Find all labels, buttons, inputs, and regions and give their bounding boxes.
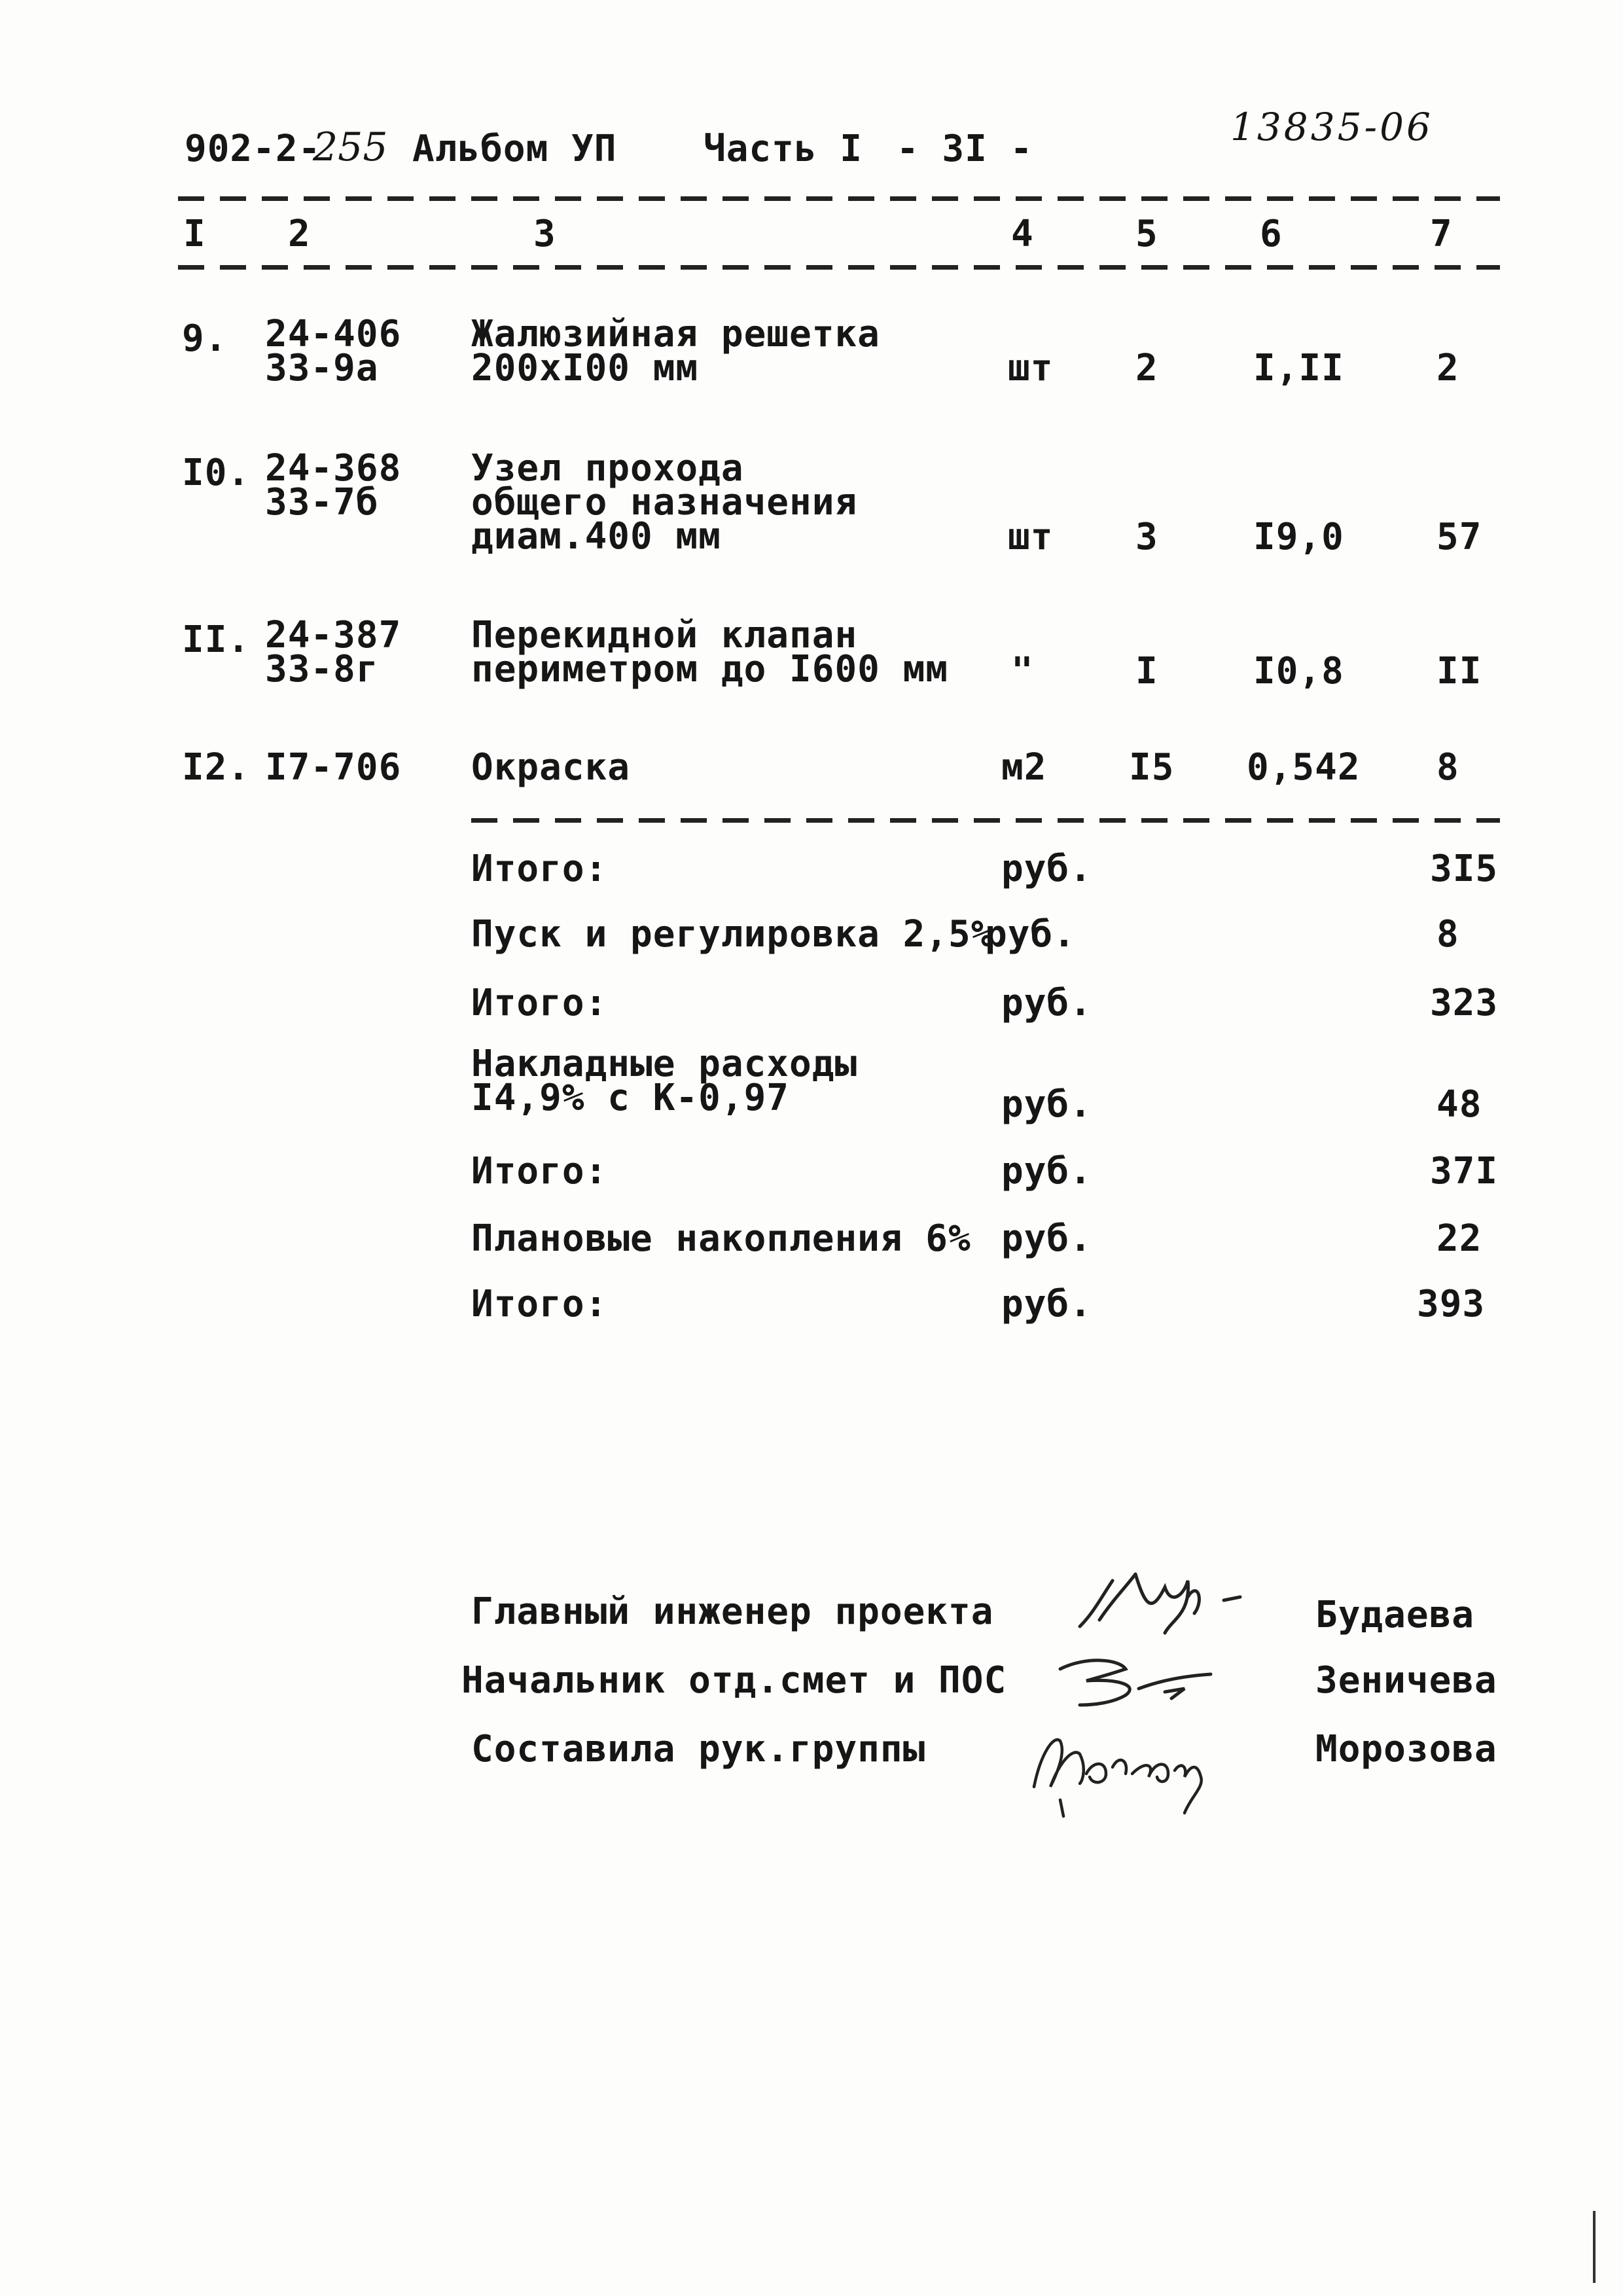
- row-code: 24-406 33-9а: [265, 313, 402, 389]
- row-unit: шт: [1008, 347, 1054, 389]
- col-header-1: I: [183, 213, 206, 255]
- signature-role: Составила рук.группы: [471, 1728, 926, 1770]
- signature-name: Морозова: [1315, 1728, 1497, 1770]
- signature-2-handwriting: [1047, 1643, 1243, 1715]
- row-unit: м2: [1001, 746, 1047, 789]
- row-code: 24-387 33-8г: [265, 614, 402, 691]
- row-unit: шт: [1008, 516, 1054, 558]
- summary-unit: руб.: [1001, 848, 1092, 890]
- scan-edge-mark: [1593, 2211, 1596, 2283]
- row-number: II.: [182, 619, 251, 661]
- summary-value: 323: [1430, 982, 1499, 1024]
- row-quantity: I: [1135, 650, 1158, 692]
- summary-label: Итого:: [471, 848, 608, 890]
- row-total: II: [1436, 650, 1482, 692]
- part-label: Часть I: [704, 128, 863, 170]
- row-price: I9,0: [1253, 516, 1344, 558]
- col-header-2: 2: [288, 213, 311, 255]
- summary-unit: руб.: [1001, 982, 1092, 1024]
- row-description: Узел прохода общего назначения диам.400 мм: [471, 447, 858, 558]
- summary-value: 393: [1417, 1283, 1486, 1325]
- row-description: Жалюзийная решетка 200хI00 мм: [471, 313, 880, 389]
- row-description: Перекидной клапан периметром до I600 мм: [471, 614, 949, 691]
- row-quantity: 2: [1135, 347, 1158, 389]
- row-code: I7-706: [265, 746, 402, 789]
- summary-unit: руб.: [1001, 1217, 1092, 1260]
- signature-name: Зеничева: [1315, 1659, 1497, 1702]
- summary-label: Плановые накопления 6%: [471, 1217, 971, 1260]
- signature-1-handwriting: [1073, 1561, 1243, 1646]
- header-top-divider: [178, 196, 1500, 201]
- summary-unit: руб.: [1001, 1083, 1092, 1126]
- signature-name: Будаева: [1315, 1594, 1475, 1636]
- row-price: I0,8: [1253, 650, 1344, 692]
- col-header-6: 6: [1260, 213, 1283, 255]
- summary-label: Пуск и регулировка 2,5%: [471, 913, 994, 956]
- doc-code: 902-2-: [185, 128, 321, 170]
- summary-divider: [471, 818, 1500, 823]
- summary-unit: руб.: [1001, 1283, 1092, 1325]
- row-total: 8: [1436, 746, 1459, 789]
- row-price: 0,542: [1247, 746, 1361, 789]
- col-header-7: 7: [1430, 213, 1453, 255]
- row-quantity: 3: [1135, 516, 1158, 558]
- summary-unit: руб.: [1001, 1150, 1092, 1193]
- summary-label: Итого:: [471, 1283, 608, 1325]
- page-number: - 3I -: [897, 128, 1033, 170]
- summary-label: Итого:: [471, 982, 608, 1024]
- summary-value: 37I: [1430, 1150, 1499, 1193]
- row-quantity: I5: [1129, 746, 1175, 789]
- row-unit: ": [1011, 650, 1034, 692]
- doc-code-handwritten: 255: [313, 124, 388, 170]
- summary-unit: руб.: [985, 913, 1076, 956]
- header-bottom-divider: [178, 265, 1500, 270]
- col-header-3: 3: [533, 213, 556, 255]
- summary-value: 8: [1436, 913, 1459, 956]
- summary-value: 48: [1436, 1083, 1482, 1126]
- col-header-4: 4: [1011, 213, 1034, 255]
- signature-role: Главный инженер проекта: [471, 1590, 994, 1633]
- summary-label: Накладные расходы I4,9% с К-0,97: [471, 1043, 858, 1119]
- summary-value: 3I5: [1430, 848, 1499, 890]
- row-price: I,II: [1253, 347, 1344, 389]
- signature-role: Начальник отд.смет и ПОС: [461, 1659, 1007, 1702]
- row-number: I2.: [182, 746, 251, 789]
- album-label: Альбом УП: [412, 128, 617, 170]
- summary-label: Итого:: [471, 1150, 608, 1193]
- col-header-5: 5: [1135, 213, 1158, 255]
- row-description: Окраска: [471, 746, 631, 789]
- row-total: 2: [1436, 347, 1459, 389]
- row-code: 24-368 33-7б: [265, 447, 402, 524]
- row-number: I0.: [182, 452, 251, 494]
- doc-number-handwritten: 13835-06: [1230, 105, 1433, 149]
- summary-value: 22: [1436, 1217, 1482, 1260]
- signature-3-handwriting: [1014, 1715, 1250, 1820]
- row-number: 9.: [182, 317, 228, 360]
- row-total: 57: [1436, 516, 1482, 558]
